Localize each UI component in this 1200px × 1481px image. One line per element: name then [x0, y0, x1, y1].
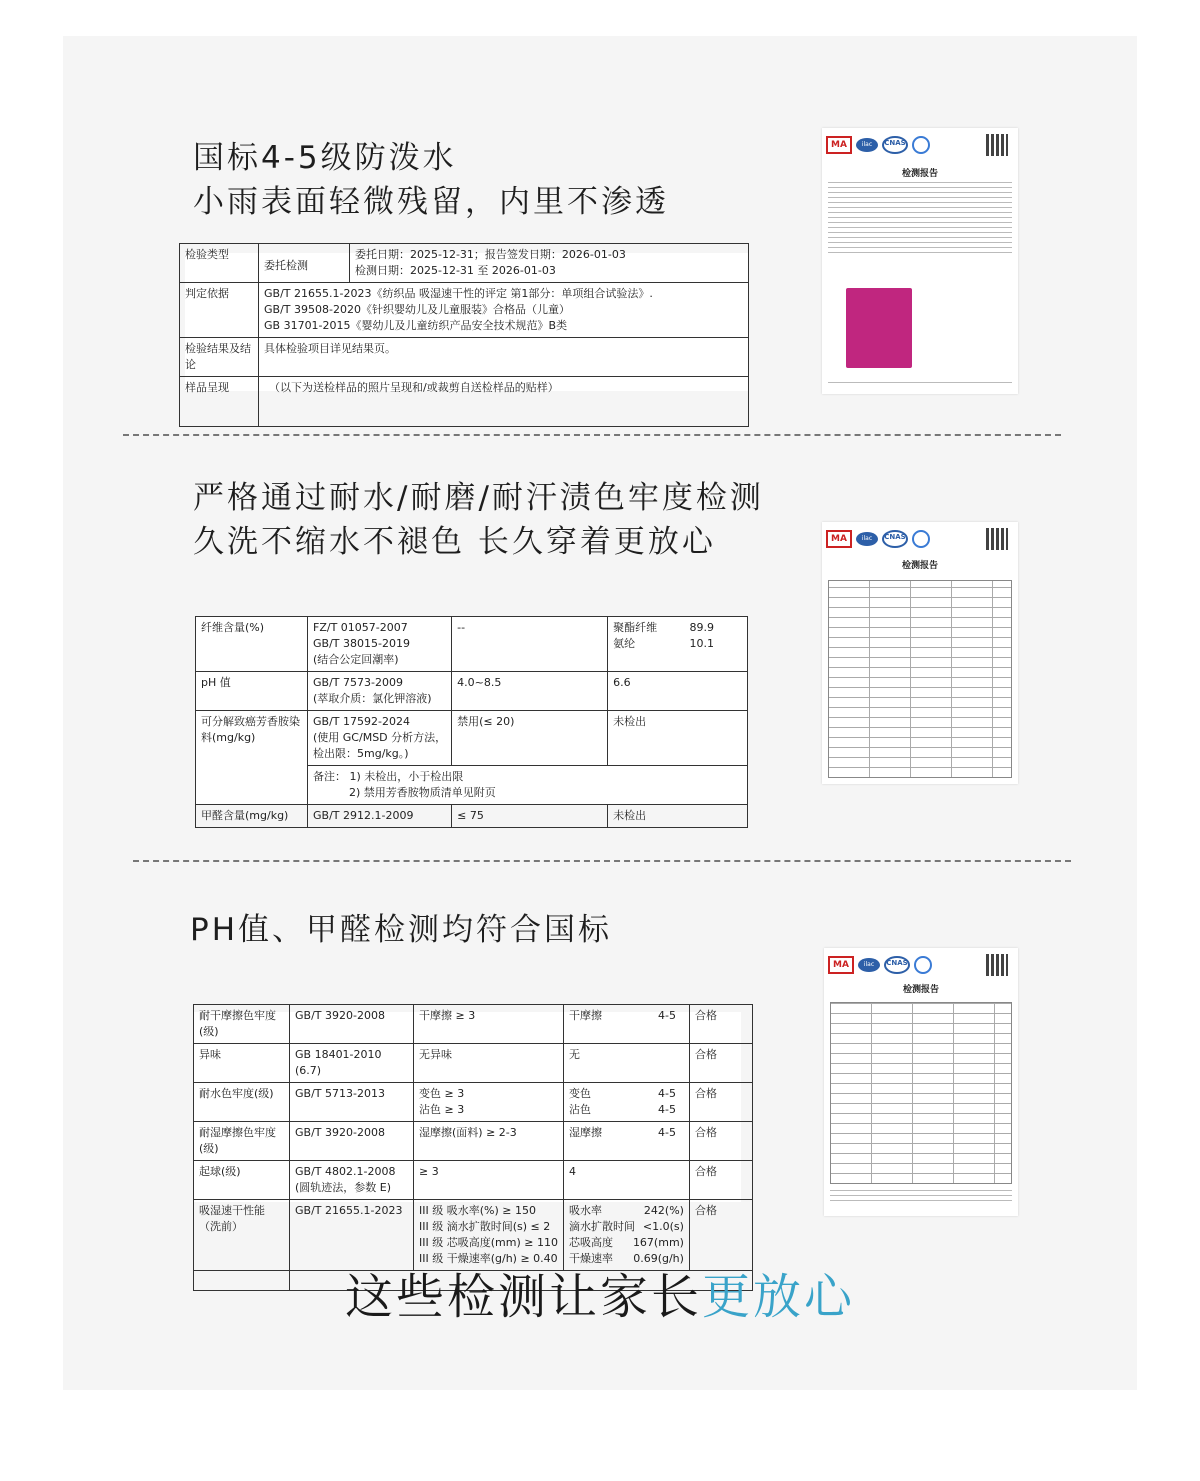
- cnas-logo-icon: CNAS: [884, 956, 910, 974]
- closing-slogan: [0, 1258, 1200, 1327]
- table-cell: 吸湿速干性能（洗前）: [194, 1200, 290, 1271]
- section1-report-thumbnail: [822, 128, 1018, 394]
- closing-slogan-main: 这些检测让家长: [344, 1269, 702, 1325]
- table-cell: ≤ 75: [452, 805, 608, 828]
- ilac-logo-icon: ilac: [858, 958, 880, 972]
- table-cell: GB/T 3920-2008: [290, 1005, 414, 1044]
- cert-logos: [826, 530, 930, 548]
- table-cell: 合格: [689, 1122, 752, 1161]
- section1-report-table-crop: [185, 248, 749, 394]
- cnas-logo-icon: CNAS: [882, 136, 908, 154]
- report-title: 检测报告: [901, 169, 938, 179]
- table-cell: 委托检测: [259, 244, 350, 283]
- table-cell: 干摩擦 4-5: [563, 1005, 689, 1044]
- report-text-lines: [830, 1190, 1012, 1205]
- table-cell: 具体检验项目详见结果页。: [259, 338, 749, 377]
- table-cell: FZ/T 01057-2007 GB/T 38015-2019 (结合公定回潮率): [308, 617, 452, 672]
- table-cell: 无: [563, 1044, 689, 1083]
- table-cell: 异味: [194, 1044, 290, 1083]
- table-cell: 可分解致癌芳香胺染料(mg/kg): [196, 711, 308, 805]
- table-cell: 判定依据: [180, 283, 259, 338]
- report-title: 检测报告: [902, 985, 939, 995]
- section1-heading-line2: 小雨表面轻微残留，内里不渗透: [193, 184, 669, 220]
- table-cell: 纤维含量(%): [196, 617, 308, 672]
- table-cell: GB/T 21655.1-2023《纺织品 吸湿速干性的评定 第1部分：单项组合试验法》. GB/T 39508-2020《针织婴幼儿及儿童服装》合格品（儿童） GB 31701-2015《婴幼儿及儿童纺织产品安全技术规范》B类: [259, 283, 749, 338]
- table-cell: 干摩擦 ≥ 3: [414, 1005, 564, 1044]
- table-cell: pH 值: [196, 672, 308, 711]
- table-cell: GB/T 17592-2024 (使用 GC/MSD 分析方法， 检出限：5mg/kg。): [308, 711, 452, 766]
- table-cell: 起球(级): [194, 1161, 290, 1200]
- section3-report-thumbnail: [824, 948, 1018, 1216]
- table-cell: 合格: [689, 1200, 752, 1271]
- table-cell: --: [452, 617, 608, 672]
- report-title: 检测报告: [901, 561, 938, 571]
- section1-heading-line1: 国标4-5级防泼水: [193, 140, 457, 176]
- table-cell: GB/T 21655.1-2023: [290, 1200, 414, 1271]
- table-cell: 耐湿摩擦色牢度(级): [194, 1122, 290, 1161]
- seal-logo-icon: [914, 956, 932, 974]
- table-cell: 禁用(≤ 20): [452, 711, 608, 766]
- table-cell: 耐干摩擦色牢度(级): [194, 1005, 290, 1044]
- table-cell: 未检出: [608, 805, 748, 828]
- signature-line: [828, 382, 1012, 387]
- table-cell: 合格: [689, 1161, 752, 1200]
- report-text-lines: [828, 182, 1012, 257]
- closing-slogan-accent: 更放心: [702, 1269, 856, 1325]
- table-cell: 耐水色牢度(级): [194, 1083, 290, 1122]
- table-cell: GB/T 4802.1-2008 (圆轨迹法，参数 E): [290, 1161, 414, 1200]
- table-cell: III 级 吸水率(%) ≥ 150 III 级 滴水扩散时间(s) ≤ 2 III 级 芯吸高度(mm) ≥ 110 III 级 干燥速率(g/h) ≥ 0.40: [414, 1200, 564, 1271]
- section2-report-thumbnail: [822, 522, 1018, 784]
- seal-logo-icon: [912, 136, 930, 154]
- section3-report-table: [193, 1004, 753, 1291]
- section-divider: [133, 860, 1071, 862]
- section2-report-table-crop: [195, 616, 748, 822]
- qr-code-icon: [986, 954, 1008, 976]
- table-cell: 聚酯纤维 89.9 氨纶 10.1: [608, 617, 748, 672]
- table-cell: 湿摩擦(面料) ≥ 2-3: [414, 1122, 564, 1161]
- table-cell: 无异味: [414, 1044, 564, 1083]
- section3-heading: PH值、甲醛检测均符合国标: [190, 912, 613, 948]
- table-cell: GB/T 3920-2008: [290, 1122, 414, 1161]
- cma-logo-icon: MA: [826, 136, 852, 154]
- seal-logo-icon: [912, 530, 930, 548]
- sample-photo: [846, 288, 912, 368]
- table-cell: 未检出: [608, 711, 748, 766]
- table-cell: 甲醛含量(mg/kg): [196, 805, 308, 828]
- table-cell: 6.6: [608, 672, 748, 711]
- table-cell: 4: [563, 1161, 689, 1200]
- table-cell: 检验结果及结论: [180, 338, 259, 377]
- table-cell: GB 18401-2010 (6.7): [290, 1044, 414, 1083]
- qr-code-icon: [986, 528, 1008, 550]
- ilac-logo-icon: ilac: [856, 138, 878, 152]
- ilac-logo-icon: ilac: [856, 532, 878, 546]
- table-cell: GB/T 5713-2013: [290, 1083, 414, 1122]
- cert-logos: [826, 136, 930, 154]
- section2-report-table: [195, 616, 748, 828]
- cnas-logo-icon: CNAS: [882, 530, 908, 548]
- report-table-grid: [828, 580, 1012, 778]
- table-cell: 吸水率 242(%) 滴水扩散时间 <1.0(s) 芯吸高度 167(mm) 干燥速率 0.69(g/h): [563, 1200, 689, 1271]
- table-note-cell: 备注： 1) 未检出，小于检出限 2) 禁用芳香胺物质清单见附页: [308, 766, 748, 805]
- cma-logo-icon: MA: [828, 956, 854, 974]
- table-cell: 样品呈现: [180, 377, 259, 427]
- section3-report-table-crop: [193, 1009, 741, 1265]
- qr-code-icon: [986, 134, 1008, 156]
- table-cell: 合格: [689, 1044, 752, 1083]
- table-cell: 变色 4-5 沾色 4-5: [563, 1083, 689, 1122]
- table-cell: 湿摩擦 4-5: [563, 1122, 689, 1161]
- cma-logo-icon: MA: [826, 530, 852, 548]
- table-cell: 检验类型: [180, 244, 259, 283]
- table-cell: 合格: [689, 1005, 752, 1044]
- table-cell: 合格: [689, 1083, 752, 1122]
- cert-logos: [828, 956, 932, 974]
- table-cell: 委托日期：2025-12-31；报告签发日期：2026-01-03 检测日期：2025-12-31 至 2026-01-03: [350, 244, 749, 283]
- table-cell: 4.0~8.5: [452, 672, 608, 711]
- section-divider: [123, 434, 1061, 436]
- table-cell: 变色 ≥ 3 沾色 ≥ 3: [414, 1083, 564, 1122]
- section2-heading-line2: 久洗不缩水不褪色 长久穿着更放心: [193, 524, 716, 560]
- section2-heading-line1: 严格通过耐水/耐磨/耐汗渍色牢度检测: [193, 480, 764, 516]
- table-cell: GB/T 2912.1-2009: [308, 805, 452, 828]
- table-cell: GB/T 7573-2009 (萃取介质：氯化钾溶液): [308, 672, 452, 711]
- table-cell: ≥ 3: [414, 1161, 564, 1200]
- section1-report-table: [179, 243, 749, 427]
- table-cell: （以下为送检样品的照片呈现和/或裁剪自送检样品的贴样）: [259, 377, 749, 427]
- report-table-grid: [830, 1002, 1012, 1184]
